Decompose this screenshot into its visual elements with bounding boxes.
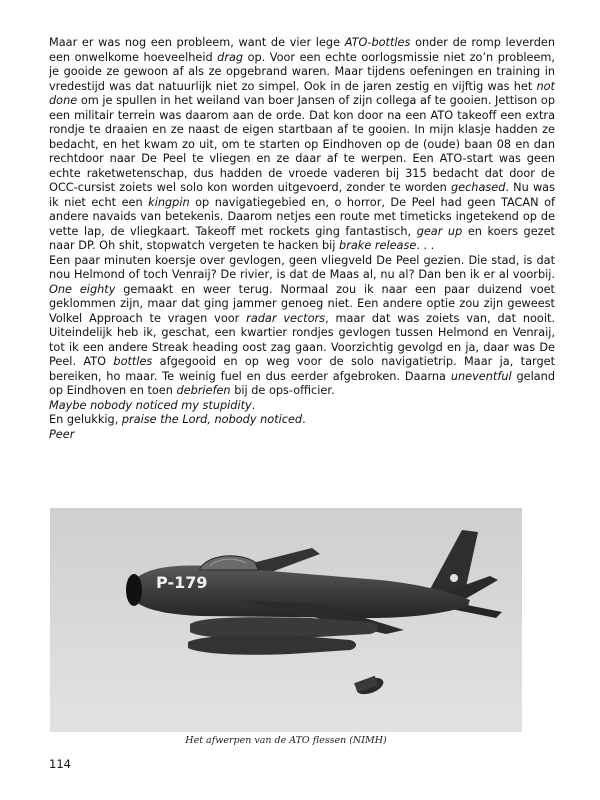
paragraph-2 (49, 254, 555, 399)
text-run: Een paar minuten koersje over gevlogen, geen vliegveld De Peel gezien. Die stad, is dat nou Helmond of toch Venraij? De rivier, is dat de Maas al, nu al? Dan ben ik er al voorbij. (49, 253, 555, 281)
text-run: , maar dat was zoiets van, dat nooit. Uiteindelijk heb ik, geschat, een kwartier rondjes gevlogen tussen Helmond en Venraij, tot ik een andere Streak heading oost zag gaan. Voorzichtig gevolgd en ja, daar was De Peel. ATO (49, 311, 556, 368)
italic-term: uneventful (450, 369, 512, 383)
text-run: op navigatiegebied en, o horror, De Peel had geen TACAN of andere navaids van betekenis. Daarom netjes een route met timeticks ingetekend op de vette lap, de vliegkaart. Takeoff met rockets ging fantastisch, (49, 195, 555, 238)
italic-term: radar vectors (246, 311, 326, 325)
italic-term: gear up (416, 224, 463, 238)
tail-roundel (450, 574, 458, 582)
italic-term: brake release (339, 239, 417, 252)
italic-term: not done (49, 79, 555, 107)
text-run: . (302, 413, 306, 426)
text-run: om je spullen in het weiland van boer Jansen of zijn collega af te gooien. Jettison op een militair terrein was daarom aan de orde. Dat kon door na een ATO takeoff een extra rondje te draaien en ze naast de eigen startbaan af te gooien. In mijn klasje hadden ze bedacht, en het kwam zo uit, om te starten op Eindhoven op de (oude) baan 08 en dan rechtdoor naar De Peel te vliegen en ze daar af te werpen. Een ATO-start was geen echte raketwetenschap, dus hadden de vroede vaderen bij 315 bedacht dat door de OCC-cursist zoiets wel solo kon worden uitgevoerd, zonder te worden (49, 94, 555, 194)
italic-term: debriefen (176, 384, 231, 397)
italic-term: drag (217, 50, 244, 64)
stupidity-line (49, 399, 555, 414)
italic-term: One eighty (49, 282, 116, 296)
text-run: . Nu was ik niet echt een (49, 181, 555, 209)
text-run: En gelukkig, (49, 413, 122, 426)
text-run: . (251, 398, 256, 412)
signature-text: Peer (49, 427, 75, 441)
aircraft-photo (50, 508, 522, 732)
text-run: bij de ops-officier. (230, 384, 335, 397)
air-intake (126, 574, 142, 606)
paragraph-1 (49, 36, 555, 254)
italic-term: bottles (113, 355, 153, 368)
text-run: op. Voor een echte oorlogsmissie niet zo’n probleem, je gooide ze gewoon af als ze opgebrand waren. Maar tijdens oefeningen en training in vredestijd was dat natuurlijk niet zo simpel. Ook in de jaren zestig en vijftig was het (49, 50, 555, 93)
signature (49, 428, 555, 443)
article-text (49, 36, 555, 442)
text-run: afgegooid en op weg voor de solo navigatietrip. Maar ja, target bereiken, ho maar. Te weinig fuel en dus eerder afgebroken. Daarna (49, 355, 555, 383)
figure-caption: Het afwerpen van de ATO flessen (NIMH) (185, 735, 387, 746)
italic-term: praise the Lord, nobody noticed (121, 413, 303, 426)
aircraft-marking: P-179 (156, 573, 208, 592)
text-run: onder de romp leverden een onwelkome hoeveelheid (49, 36, 555, 64)
jet-illustration (50, 508, 522, 732)
text-run: en koers gezet naar DP. Oh shit, stopwatch vergeten te hacken bij (49, 224, 555, 252)
text-run: . . . (416, 239, 435, 252)
italic-term: Maybe nobody noticed my stupidity (49, 398, 252, 412)
text-run: gemaakt en weer terug. Normaal zou ik naar een paar duizend voet geklommen zijn, maar dat ging jammer genoeg niet. Een andere optie zou zijn geweest Volkel Approach te vragen voor (49, 282, 555, 325)
italic-term: kingpin (148, 195, 190, 209)
page-number: 114 (49, 757, 71, 771)
text-run: Maar er was nog een probleem, want de vier lege (49, 36, 345, 49)
text-run: geland op Eindhoven en toen (49, 369, 555, 397)
italic-term: gechased (450, 181, 506, 194)
praise-line (49, 413, 555, 428)
italic-term: ATO-bottles (344, 36, 411, 49)
